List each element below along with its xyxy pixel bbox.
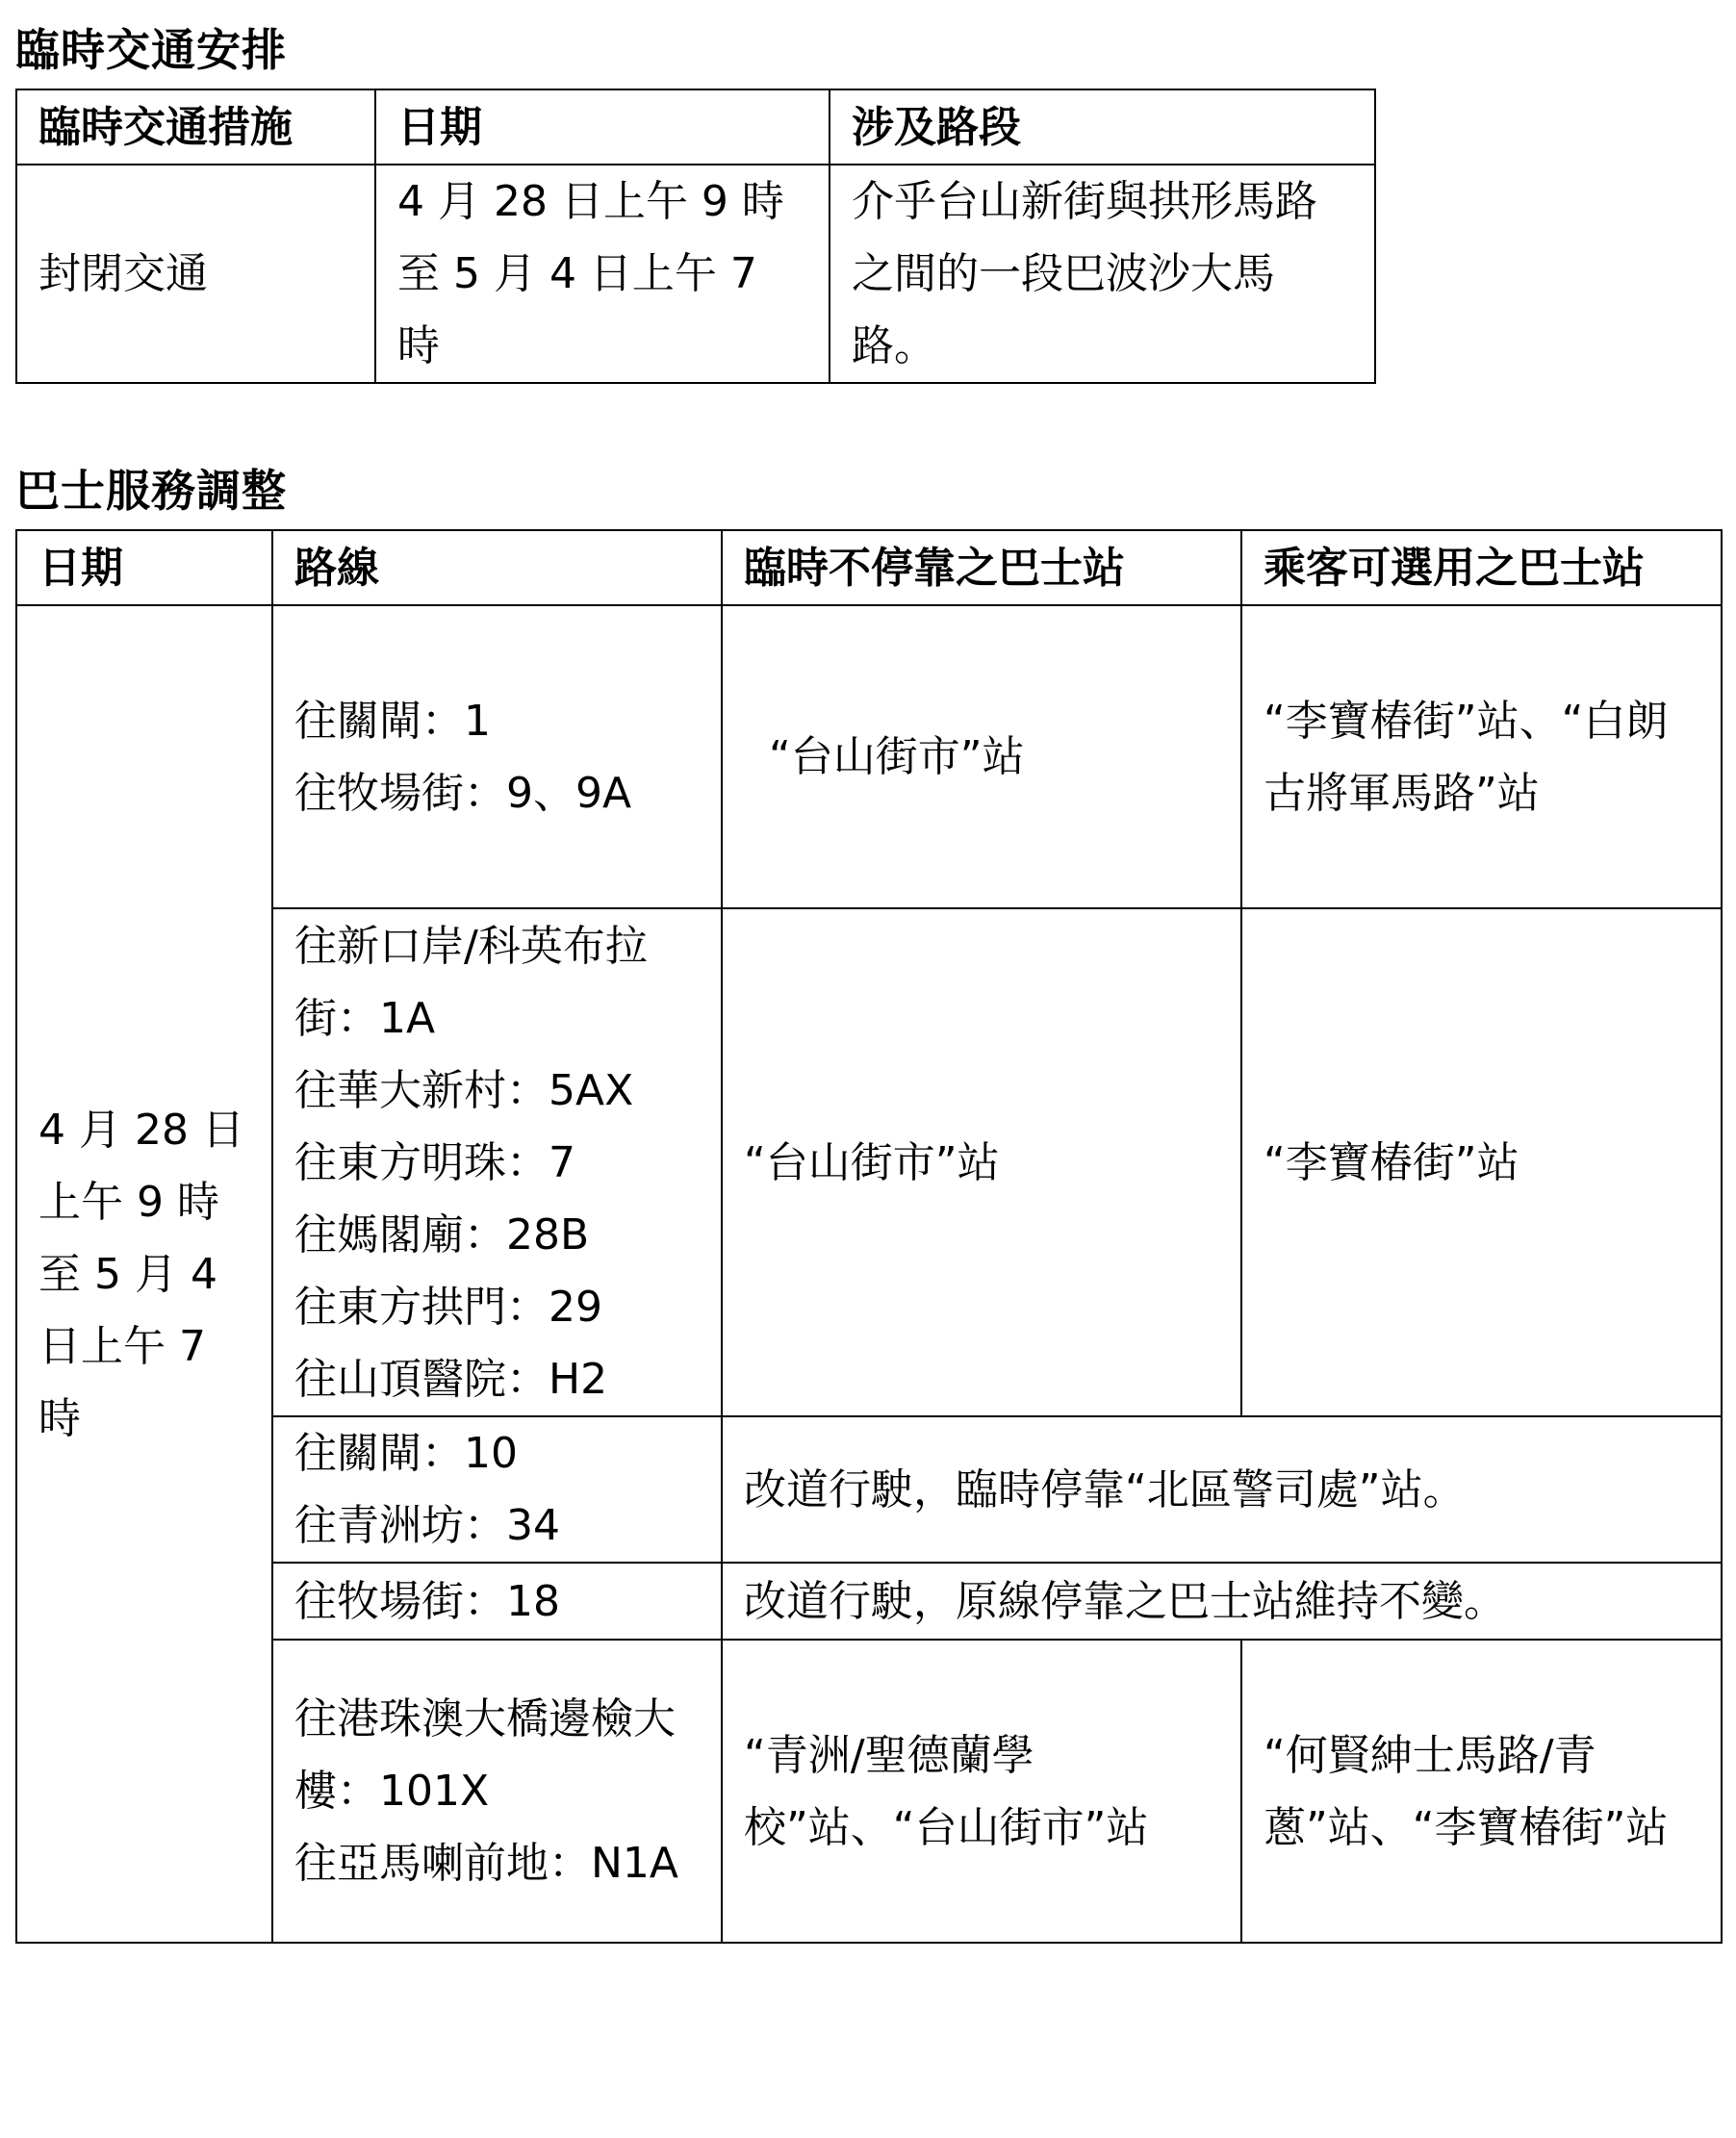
routes-cell bbox=[272, 605, 722, 908]
table-row bbox=[16, 1640, 1722, 1943]
route-item: 往媽閣廟：28B bbox=[294, 1209, 590, 1260]
route-item: 往新口岸/科英布拉街：1A bbox=[294, 921, 648, 1043]
route-item: 往東方明珠：7 bbox=[294, 1137, 575, 1187]
routes-cell bbox=[272, 908, 722, 1416]
route-item: 往關閘：1 bbox=[294, 696, 491, 746]
routes-cell bbox=[272, 1416, 722, 1563]
table-row bbox=[16, 165, 1375, 383]
header-suspended-stops: 臨時不停靠之巴士站 bbox=[722, 530, 1241, 605]
bus-service-title: 巴士服務調整 bbox=[15, 465, 287, 517]
header-road-section: 涉及路段 bbox=[830, 89, 1375, 165]
route-item: 往華大新村：5AX bbox=[294, 1065, 634, 1115]
traffic-arrangement-title: 臨時交通安排 bbox=[15, 24, 287, 76]
date-cell: 4 月 28 日上午 9 時至 5 月 4 日上午 7 時 bbox=[16, 605, 272, 1943]
suspended-stops-cell: “青洲/聖德蘭學校”站、“台山街市”站 bbox=[722, 1640, 1241, 1943]
traffic-arrangement-table bbox=[15, 89, 1376, 384]
bus-service-table bbox=[15, 529, 1723, 1944]
route-item: 往牧場街：18 bbox=[294, 1576, 560, 1626]
header-date: 日期 bbox=[375, 89, 830, 165]
route-item: 往牧場街：9、9A bbox=[294, 768, 632, 818]
alternative-stops-cell: “何賢紳士馬路/青蔥”站、“李寶椿街”站 bbox=[1241, 1640, 1722, 1943]
routes-cell bbox=[272, 1563, 722, 1640]
suspended-stops-cell: “台山街市”站 bbox=[722, 908, 1241, 1416]
route-item: 往東方拱門：29 bbox=[294, 1282, 602, 1332]
date-cell: 4 月 28 日上午 9 時至 5 月 4 日上午 7 時 bbox=[375, 165, 830, 383]
road-section-cell: 介乎台山新街與拱形馬路之間的一段巴波沙大馬路。 bbox=[830, 165, 1375, 383]
header-routes: 路線 bbox=[272, 530, 722, 605]
table-row bbox=[16, 908, 1722, 1416]
header-date: 日期 bbox=[16, 530, 272, 605]
table-row bbox=[16, 605, 1722, 908]
measure-cell: 封閉交通 bbox=[16, 165, 375, 383]
alternative-stops-cell: “李寶椿街”站、“白朗古將軍馬路”站 bbox=[1241, 605, 1722, 908]
routes-cell bbox=[272, 1640, 722, 1943]
route-item: 往山頂醫院：H2 bbox=[294, 1354, 608, 1404]
header-measure: 臨時交通措施 bbox=[16, 89, 375, 165]
alternative-stops-cell: “李寶椿街”站 bbox=[1241, 908, 1722, 1416]
suspended-stops-cell: “台山街市”站 bbox=[722, 605, 1241, 908]
table-row bbox=[16, 1416, 1722, 1563]
header-alternative-stops: 乘客可選用之巴士站 bbox=[1241, 530, 1722, 605]
table-header-row bbox=[16, 530, 1722, 605]
table-header-row bbox=[16, 89, 1375, 165]
route-item: 往亞馬喇前地：N1A bbox=[294, 1839, 679, 1888]
diversion-note-cell: 改道行駛，臨時停靠“北區警司處”站。 bbox=[722, 1416, 1722, 1563]
diversion-note-cell: 改道行駛，原線停靠之巴士站維持不變。 bbox=[722, 1563, 1722, 1640]
table-row bbox=[16, 1563, 1722, 1640]
route-item: 往港珠澳大橋邊檢大樓：101X bbox=[294, 1694, 676, 1816]
route-item: 往青洲坊：34 bbox=[294, 1501, 560, 1550]
route-item: 往關閘：10 bbox=[294, 1429, 518, 1478]
